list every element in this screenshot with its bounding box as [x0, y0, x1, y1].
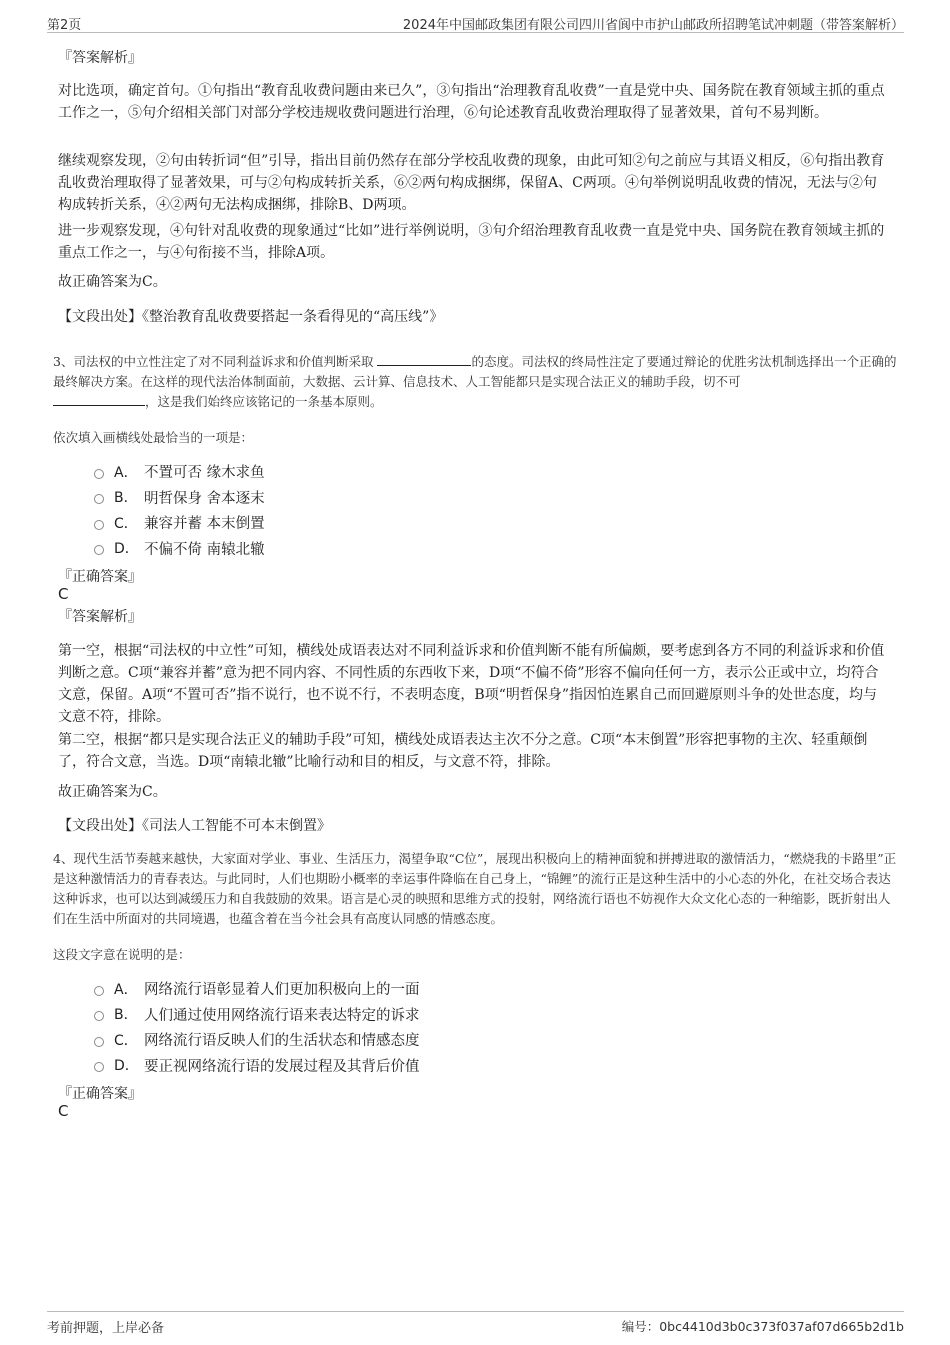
q3-option-c[interactable]: C． 兼容并蓄 本末倒置 [94, 510, 265, 536]
q3-conclusion: 故正确答案为C。 [58, 784, 167, 800]
q3-stem: 3、司法权的中立性注定了对不同利益诉求和价值判断采取 的态度。司法权的终局性注定了要通过辩论的优胜劣汰机制选择出一个正确的最终解决方案。在这样的现代法治体制面前，大数据、云计算、信息技术、人工智能都只是实现合法正义的辅助手段，切不可 ，这是我们始终应该铭记的一条基本原则。 [53, 354, 897, 409]
q4-option-d[interactable]: D． 要正视网络流行语的发展过程及其背后价值 [94, 1053, 420, 1079]
q2-conclusion: 故正确答案为C。 [58, 274, 167, 290]
q3-correct-label: 『正确答案』 [58, 569, 142, 585]
q2-analysis-para2: 继续观察发现，②句由转折词“但”引导，指出目前仍然存在部分学校乱收费的现象，由此可知②句之前应与其语义相反，⑥句指出教育乱收费治理取得了显著效果，可与②句构成转折关系，⑥②两句构成捆绑，保留A、C两项。④句举例说明乱收费的情况，无法与②句构成转折关系，④②两句无法构成捆绑，排除B、D两项。 [58, 153, 885, 213]
q3-option-d[interactable]: D． 不偏不倚 南辕北辙 [94, 536, 265, 562]
radio-icon[interactable] [94, 520, 104, 530]
q4-option-a[interactable]: A． 网络流行语彰显着人们更加积极向上的一面 [94, 976, 420, 1002]
q3-analysis-label: 『答案解析』 [58, 609, 142, 625]
page-number: 第2页 [47, 18, 82, 33]
page-footer [47, 1311, 904, 1336]
q3-option-b[interactable]: B． 明哲保身 舍本逐末 [94, 485, 265, 511]
q2-analysis-para3: 进一步观察发现，④句针对乱收费的现象通过“比如”进行举例说明，③句介绍治理教育乱收费一直是党中央、国务院在教育领域主抓的重点工作之一，与④句衔接不当，排除A项。 [58, 223, 885, 261]
radio-icon[interactable] [94, 1062, 104, 1072]
document-id: 编号：0bc4410d3b0c373f037af07d665b2d1b [621, 1319, 904, 1334]
q3-blank-2[interactable] [53, 394, 145, 406]
q3-analysis-para2: 第二空，根据“都只是实现合法正义的辅助手段”可知，横线处成语表达主次不分之意。C项“本末倒置”形容把事物的主次、轻重颠倒了，符合文意，当选。D项“南辕北辙”比喻行动和目的相反，与文意不符，排除。 [58, 732, 868, 770]
q2-analysis-label: 『答案解析』 [58, 50, 142, 66]
q4-options [94, 976, 420, 1078]
radio-icon[interactable] [94, 469, 104, 479]
radio-icon[interactable] [94, 1037, 104, 1047]
q4-correct-label: 『正确答案』 [58, 1086, 142, 1102]
radio-icon[interactable] [94, 1011, 104, 1021]
q4-stem: 4、现代生活节奏越来越快，大家面对学业、事业、生活压力，渴望争取“C位”，展现出积极向上的精神面貌和拼搏进取的激情活力，“燃烧我的卡路里”正是这种激情活力的青春表达。与此同时，人们也期盼小概率的幸运事件降临在自己身上，“锦鲤”的流行正是这种生活中的小心态的外化，在社交场合表达这种诉求，也可以达到减缓压力和自我鼓励的效果。语言是心灵的映照和思维方式的投射，网络流行语也不妨视作大众文化心态的一种缩影，既折射出人们在生活中所面对的共同境遇，也蕴含着在当今社会具有高度认同感的情感态度。 [53, 851, 897, 926]
radio-icon[interactable] [94, 494, 104, 504]
footer-slogan: 考前押题，上岸必备 [47, 1321, 165, 1336]
q3-correct-answer: C [58, 585, 69, 603]
radio-icon[interactable] [94, 986, 104, 996]
q3-ask: 依次填入画横线处最恰当的一项是： [53, 430, 254, 445]
q3-option-a[interactable]: A． 不置可否 缘木求鱼 [94, 459, 265, 485]
q4-option-c[interactable]: C． 网络流行语反映人们的生活状态和情感态度 [94, 1027, 420, 1053]
q2-analysis-para1: 对比选项，确定首句。①句指出“教育乱收费问题由来已久”，③句指出“治理教育乱收费”一直是党中央、国务院在教育领域主抓的重点工作之一，⑤句介绍相关部门对部分学校违规收费问题进行治理，⑥句论述教育乱收费治理取得了显著效果，首句不易判断。 [58, 83, 885, 121]
page-header [47, 12, 904, 33]
q3-blank-1[interactable] [377, 354, 471, 366]
q4-correct-answer: C [58, 1102, 69, 1120]
radio-icon[interactable] [94, 545, 104, 555]
q3-options [94, 459, 265, 561]
q4-option-b[interactable]: B． 人们通过使用网络流行语来表达特定的诉求 [94, 1002, 420, 1028]
q3-source: 【文段出处】《司法人工智能不可本末倒置》 [58, 818, 331, 834]
q2-source: 【文段出处】《整治教育乱收费要搭起一条看得见的“高压线”》 [58, 309, 444, 325]
q4-ask: 这段文字意在说明的是： [53, 947, 191, 962]
document-title: 2024年中国邮政集团有限公司四川省阆中市护山邮政所招聘笔试冲刺题（带答案解析） [402, 18, 904, 33]
q3-analysis-para1: 第一空，根据“司法权的中立性”可知，横线处成语表达对不同利益诉求和价值判断不能有所偏颇，要考虑到各方不同的利益诉求和价值判断之意。C项“兼容并蓄”意为把不同内容、不同性质的东西收下来，D项“不偏不倚”形容不偏向任何一方，表示公正或中立，均符合文意，保留。A项“不置可否”指不说行，也不说不行，不表明态度，B项“明哲保身”指因怕连累自己而回避原则斗争的处世态度，均与文意不符，排除。 [58, 643, 885, 725]
